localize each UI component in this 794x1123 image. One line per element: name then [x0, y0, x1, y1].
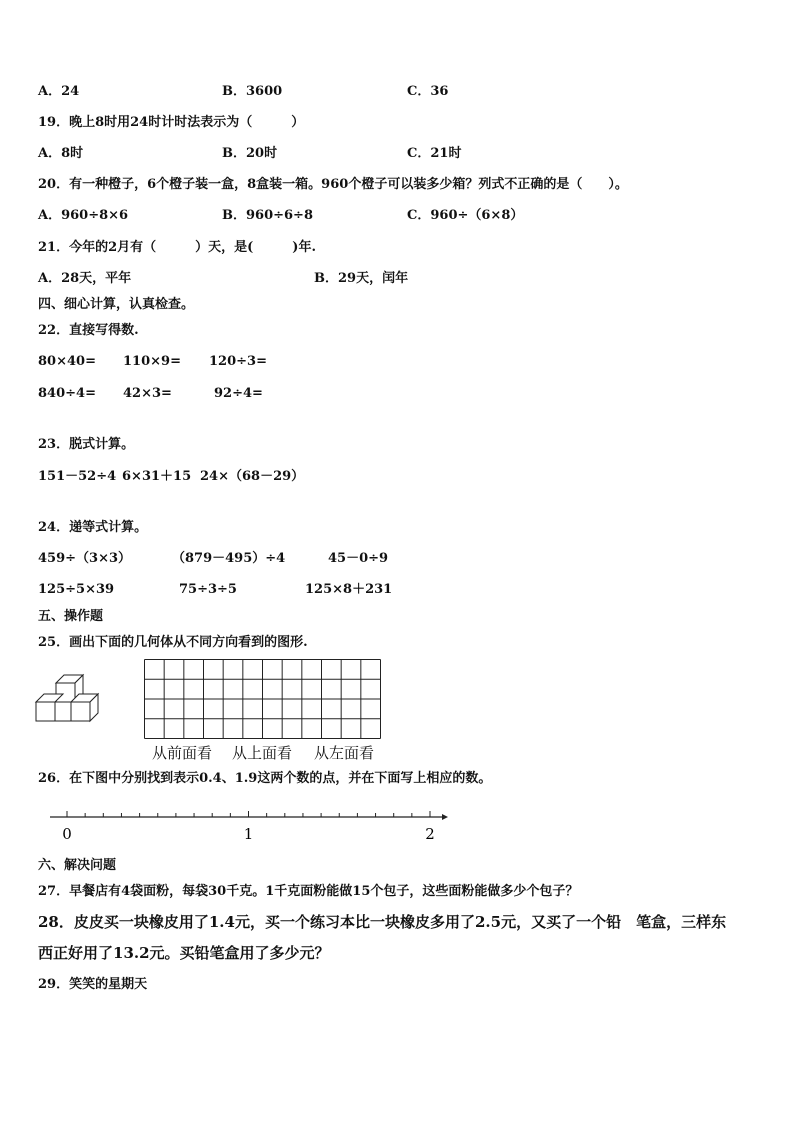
number-line[interactable] — [50, 808, 445, 844]
view-label-left: 从左面看 — [314, 744, 375, 762]
question-28-line-2: 西正好用了13.2元。买铅笔盒用了多少元？ — [38, 944, 330, 962]
option-c: C．21时 — [407, 146, 462, 161]
section-heading: 四、细心计算，认真检查。 — [38, 297, 195, 312]
option-a: A．960÷8×6 — [38, 208, 129, 223]
question-20-stem: 20．有一种橙子，6个橙子装一盒，8盒装一箱。960个橙子可以装多少箱？列式不正确的是（ ）。 — [38, 177, 628, 192]
section-heading: 六、解决问题 — [38, 858, 117, 873]
calc-item: 151－52÷4 — [38, 469, 117, 484]
tick-label: 2 — [425, 825, 435, 843]
calc-item: 45－0÷9 — [328, 551, 389, 566]
question-24-stem: 24．递等式计算。 — [38, 520, 148, 535]
arrow-icon — [442, 814, 448, 820]
option-b: B．29天，闰年 — [314, 271, 409, 286]
calc-item: 125÷5×39 — [38, 582, 115, 597]
view-label-top: 从上面看 — [232, 744, 293, 762]
calc-item: （879－495）÷4 — [172, 551, 286, 566]
tick-label: 0 — [62, 825, 72, 843]
calc-item: 80×40= — [38, 354, 96, 369]
option-b: B．3600 — [222, 84, 283, 99]
drawing-grid[interactable] — [144, 659, 381, 739]
question-26-stem: 26．在下图中分别找到表示0.4、1.9这两个数的点，并在下面写上相应的数。 — [38, 771, 492, 786]
question-27-stem: 27．早餐店有4袋面粉，每袋30千克。1千克面粉能做15个包子，这些面粉能做多少个包子？ — [38, 884, 579, 899]
calc-item: 92÷4= — [214, 386, 263, 401]
calc-item: 840÷4= — [38, 386, 96, 401]
question-25-stem: 25．画出下面的几何体从不同方向看到的图形. — [38, 635, 308, 650]
question-29-stem: 29．笑笑的星期天 — [38, 977, 148, 992]
calc-item: 459÷（3×3） — [38, 551, 132, 566]
question-23-stem: 23．脱式计算。 — [38, 437, 135, 452]
question-28-line-1: 28．皮皮买一块橡皮用了1.4元，买一个练习本比一块橡皮多用了2.5元，又买了一个铅 笔盒，三样东 — [38, 913, 727, 931]
option-a: A．28天，平年 — [38, 271, 132, 286]
option-b: B．20时 — [222, 146, 278, 161]
calc-item: 24×（68－29） — [200, 469, 305, 484]
calc-item: 6×31＋15 — [122, 469, 192, 484]
calc-item: 120÷3= — [209, 354, 267, 369]
question-21-stem: 21．今年的2月有（ ）天，是( )年. — [38, 240, 316, 255]
option-b: B．960÷6÷8 — [222, 208, 314, 223]
view-label-front: 从前面看 — [152, 744, 213, 762]
calc-item: 42×3= — [123, 386, 172, 401]
option-c: C．36 — [407, 84, 449, 99]
question-19-stem: 19．晚上8时用24时计时法表示为（ ） — [38, 115, 305, 130]
question-22-stem: 22．直接写得数. — [38, 323, 139, 338]
option-a: A．8时 — [38, 146, 84, 161]
cube-solid-figure — [36, 675, 106, 725]
section-heading: 五、操作题 — [38, 609, 104, 624]
calc-item: 110×9= — [123, 354, 181, 369]
calc-item: 125×8＋231 — [305, 582, 393, 597]
option-c: C．960÷（6×8） — [407, 208, 524, 223]
option-a: A．24 — [38, 84, 80, 99]
tick-label: 1 — [243, 825, 254, 843]
calc-item: 75÷3÷5 — [179, 582, 237, 597]
